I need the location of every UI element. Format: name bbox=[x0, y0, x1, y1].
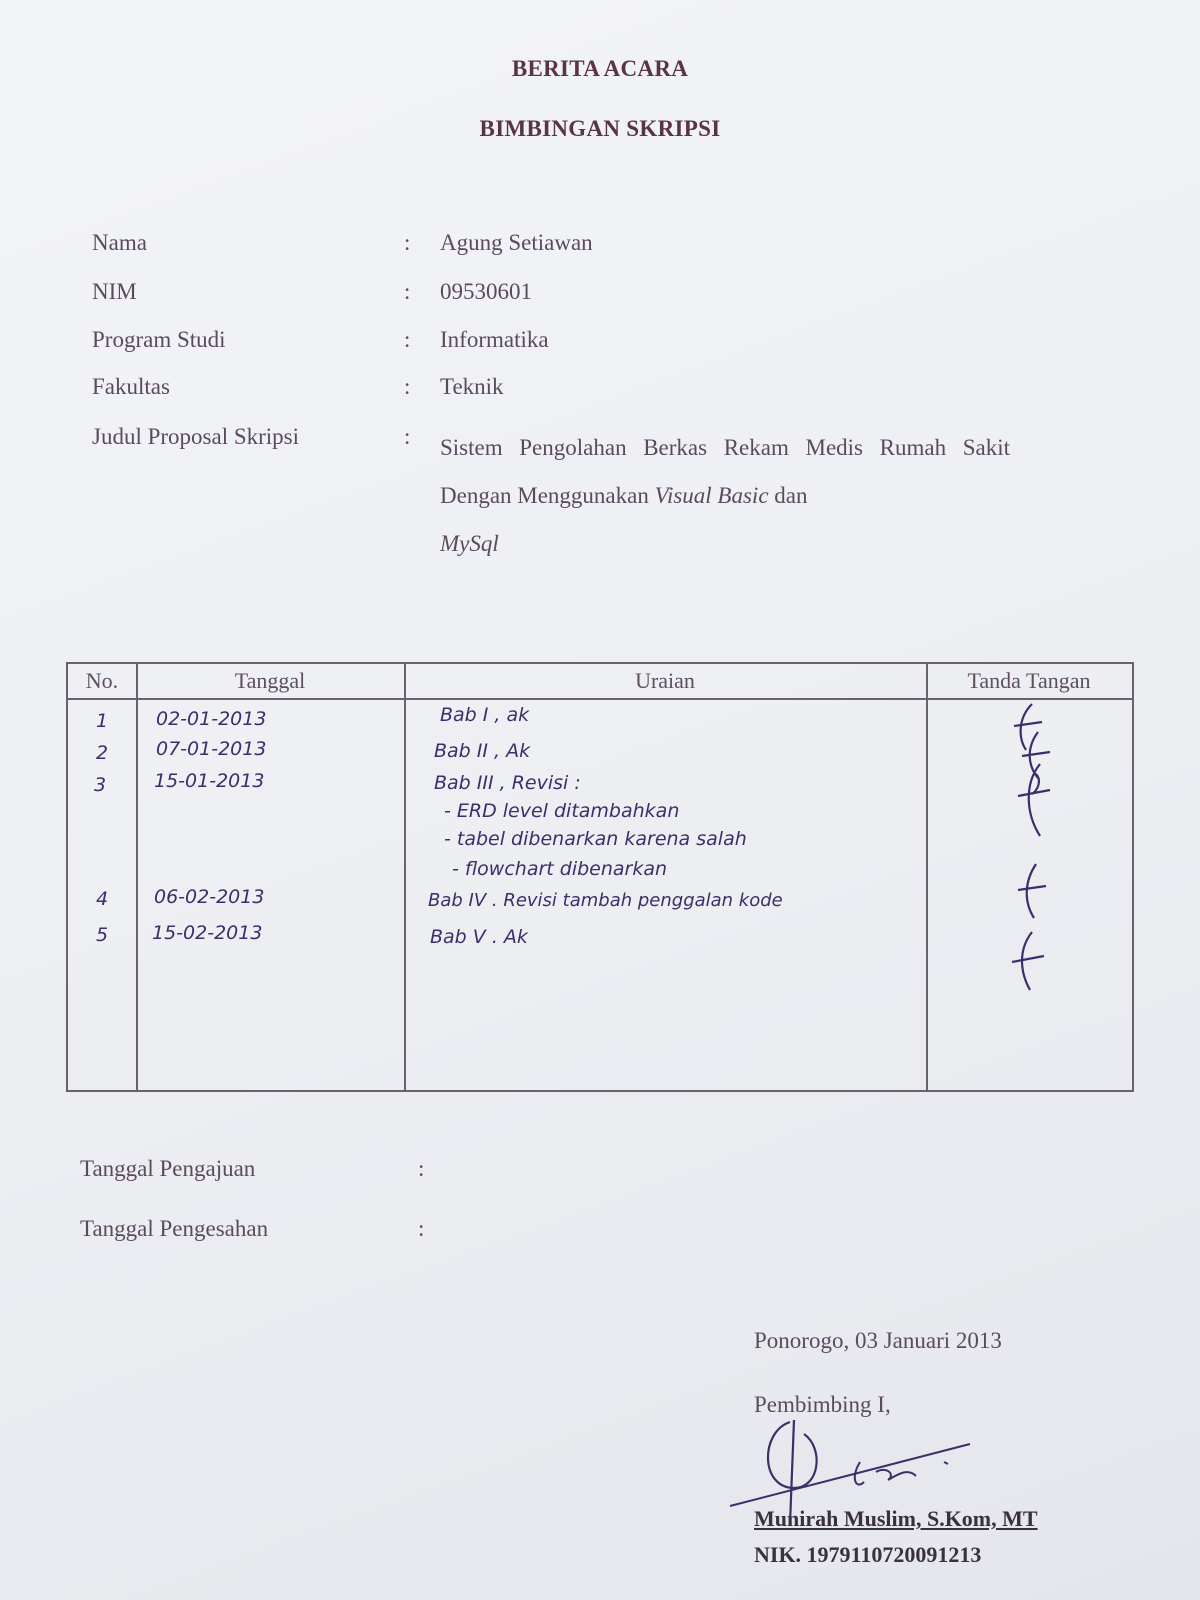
supervisor-nik: NIK. 1979110720091213 bbox=[754, 1542, 982, 1567]
header-divider bbox=[68, 698, 1132, 700]
tanggal-pengajuan-label: Tanggal Pengajuan bbox=[80, 1156, 256, 1181]
row-tanggal: 07-01-2013 bbox=[156, 738, 267, 760]
paraf-signature-icon bbox=[994, 860, 1064, 922]
nim-value: 09530601 bbox=[440, 279, 532, 304]
fakultas-label: Fakultas bbox=[92, 374, 170, 399]
document-title: BERITA ACARA bbox=[511, 56, 689, 81]
paraf-signature-icon bbox=[996, 760, 1066, 840]
colon: : bbox=[404, 230, 411, 255]
row-uraian: - ERD level ditambahkan bbox=[444, 800, 680, 822]
nama-label: Nama bbox=[92, 230, 147, 255]
place-date: Ponorogo, 03 Januari 2013 bbox=[754, 1328, 1002, 1353]
colon: : bbox=[418, 1216, 425, 1241]
nim-label: NIM bbox=[92, 279, 137, 304]
header-tanggal: Tanggal bbox=[234, 668, 306, 693]
row-uraian: - tabel dibenarkan karena salah bbox=[444, 828, 747, 850]
supervisor-name: Munirah Muslim, S.Kom, MT bbox=[754, 1506, 1038, 1531]
row-no: 1 bbox=[96, 710, 109, 732]
supervisor-role: Pembimbing I, bbox=[754, 1392, 891, 1417]
prodi-label: Program Studi bbox=[92, 327, 226, 352]
colon: : bbox=[404, 279, 411, 304]
tanggal-pengesahan-label: Tanggal Pengesahan bbox=[80, 1216, 269, 1241]
nama-value: Agung Setiawan bbox=[440, 230, 593, 255]
judul-value bbox=[440, 424, 1010, 568]
row-uraian: Bab III , Revisi : bbox=[434, 772, 581, 794]
prodi-value: Informatika bbox=[440, 327, 549, 352]
row-no: 3 bbox=[94, 774, 107, 796]
document-subtitle: BIMBINGAN SKRIPSI bbox=[479, 116, 721, 141]
judul-text-1: Sistem Pengolahan Berkas Rekam Medis Rumah Sakit Dengan Menggunakan bbox=[440, 435, 1010, 508]
header-tanda-tangan: Tanda Tangan bbox=[967, 668, 1091, 693]
colon: : bbox=[404, 327, 411, 352]
colon: : bbox=[418, 1156, 425, 1181]
paraf-signature-icon bbox=[990, 928, 1060, 994]
row-no: 4 bbox=[96, 888, 109, 910]
row-uraian: Bab IV . Revisi tambah penggalan kode bbox=[428, 890, 783, 911]
row-uraian: Bab V . Ak bbox=[430, 926, 528, 948]
judul-italic-2: MySql bbox=[440, 531, 499, 556]
header-uraian: Uraian bbox=[635, 668, 695, 693]
row-no: 2 bbox=[96, 742, 109, 764]
colon: : bbox=[404, 374, 411, 399]
row-uraian: - flowchart dibenarkan bbox=[452, 858, 668, 880]
bimbingan-table bbox=[66, 662, 1134, 1092]
judul-label: Judul Proposal Skripsi bbox=[92, 424, 300, 449]
fakultas-value: Teknik bbox=[440, 374, 504, 399]
row-tanggal: 15-01-2013 bbox=[154, 770, 265, 792]
row-uraian: Bab II , Ak bbox=[434, 740, 531, 762]
column-divider bbox=[136, 664, 138, 1090]
colon: : bbox=[404, 424, 411, 449]
row-tanggal: 02-01-2013 bbox=[156, 708, 267, 730]
header-no: No. bbox=[85, 668, 119, 693]
judul-text-2: dan bbox=[768, 483, 808, 508]
column-divider bbox=[926, 664, 928, 1090]
row-uraian: Bab I , ak bbox=[440, 704, 530, 726]
column-divider bbox=[404, 664, 406, 1090]
row-tanggal: 06-02-2013 bbox=[154, 886, 265, 908]
judul-italic-1: Visual Basic bbox=[654, 483, 769, 508]
row-tanggal: 15-02-2013 bbox=[152, 922, 263, 944]
row-no: 5 bbox=[96, 924, 109, 946]
